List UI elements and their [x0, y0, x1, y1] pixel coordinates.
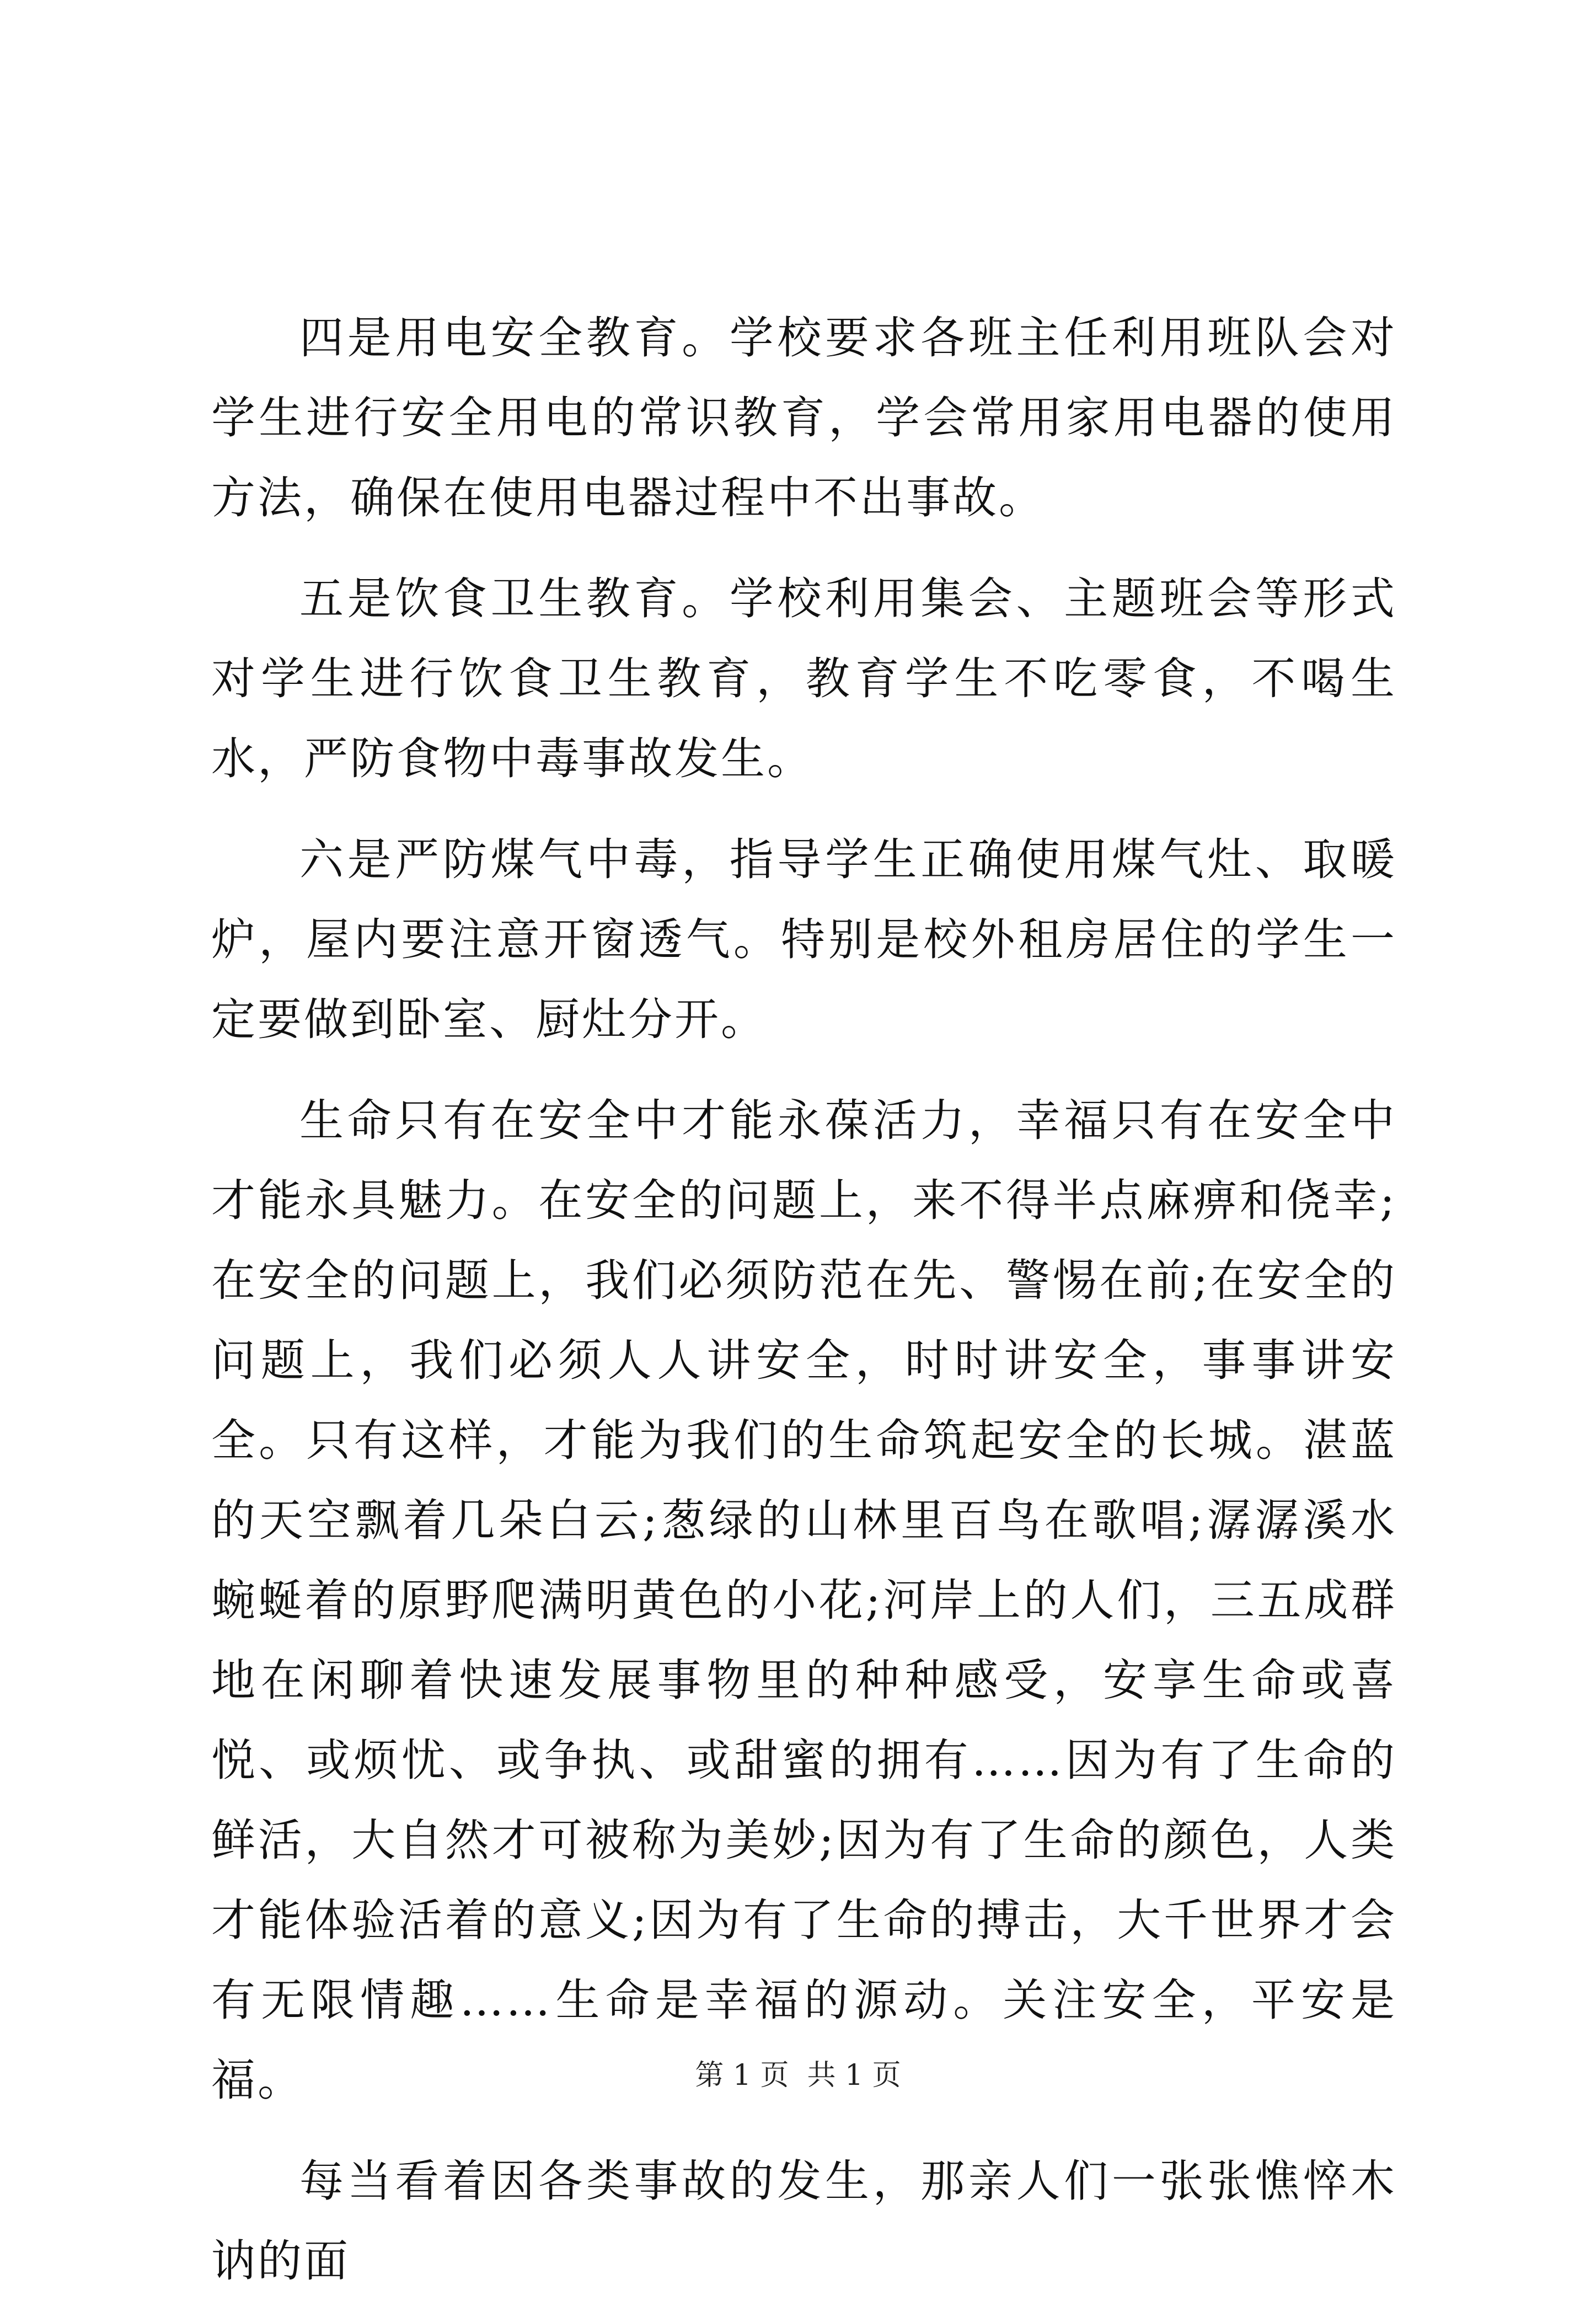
paragraph-life-safety: 生命只有在安全中才能永葆活力，幸福只有在安全中才能永具魅力。在安全的问题上，来不得半点麻痹和侥幸;在安全的问题上，我们必须防范在先、警惕在前;在安全的问题上，我们必须人人讲安全，时时讲安全，事事讲安全。只有这样，才能为我们的生命筑起安全的长城。湛蓝的天空飘着几朵白云;葱绿的山林里百鸟在歌唱;潺潺溪水蜿蜒着的原野爬满明黄色的小花;河岸上的人们，三五成群地在闲聊着快速发展事物里的种种感受，安享生命或喜悦、或烦忧、或争执、或甜蜜的拥有……因为有了生命的鲜活，大自然才可被称为美妙;因为有了生命的颜色，人类才能体验活着的意义;因为有了生命的搏击，大千世界才会有无限情趣……生命是幸福的源动。关注安全，平安是福。 — [211, 1095, 1397, 2106]
page-footer — [0, 2056, 1596, 2095]
page-number-label: 第 1 页 共 1 页 — [695, 2059, 901, 2092]
paragraph-electricity-safety: 四是用电安全教育。学校要求各班主任利用班队会对学生进行安全用电的常识教育，学会常用家用电器的使用方法，确保在使用电器过程中不出事故。 — [211, 312, 1397, 523]
paragraph-gas-poisoning: 六是严防煤气中毒，指导学生正确使用煤气灶、取暖炉，屋内要注意开窗透气。特别是校外租房居住的学生一定要做到卧室、厨灶分开。 — [211, 834, 1397, 1045]
document-body — [211, 298, 1397, 2322]
paragraph-food-hygiene: 五是饮食卫生教育。学校利用集会、主题班会等形式对学生进行饮食卫生教育，教育学生不吃零食，不喝生水，严防食物中毒事故发生。 — [211, 573, 1397, 784]
paragraph-accidents: 每当看着因各类事故的发生，那亲人们一张张憔悴木讷的面 — [211, 2155, 1397, 2287]
